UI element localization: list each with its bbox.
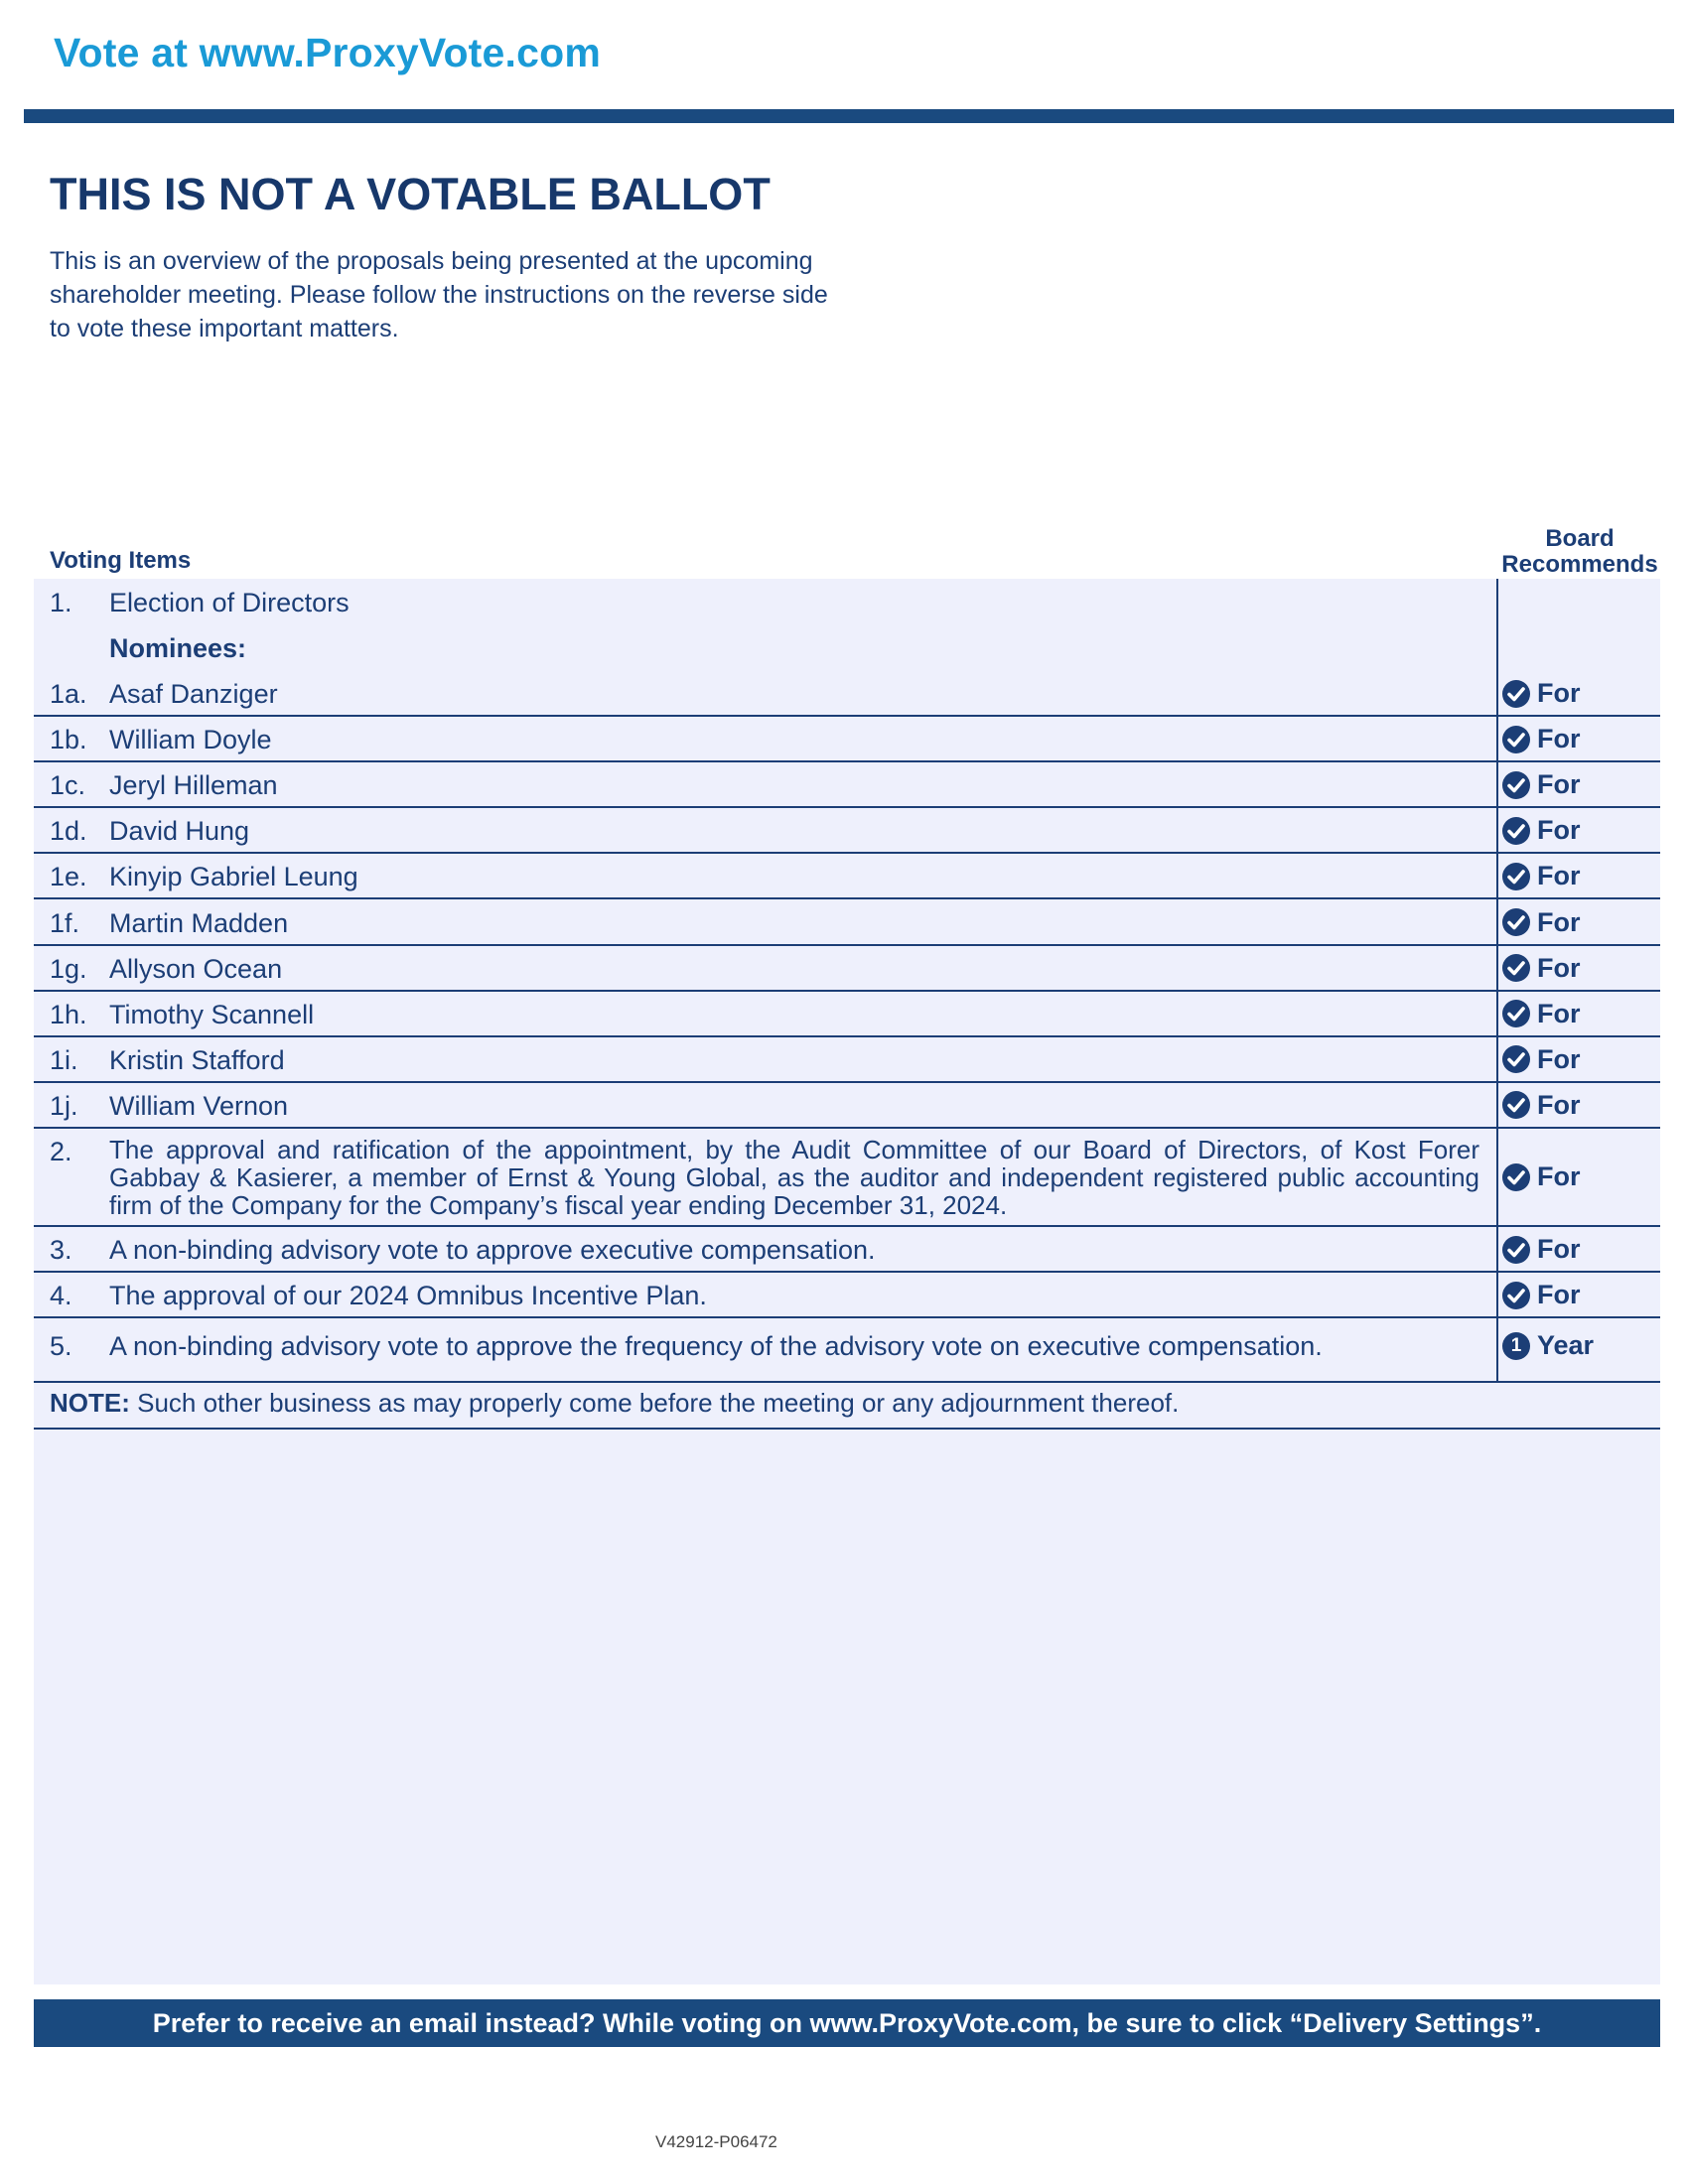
check-circle-icon — [1501, 770, 1531, 800]
board-recommendation — [1501, 1330, 1594, 1361]
voting-item-1 — [34, 580, 1660, 625]
board-recommendation — [1501, 953, 1581, 984]
item-number: 4. — [50, 1281, 72, 1310]
item-text: Election of Directors — [109, 588, 350, 617]
number-circle-icon — [1501, 1331, 1531, 1361]
board-recommendation — [1501, 1044, 1581, 1075]
recommendation-label: For — [1537, 1089, 1581, 1120]
item-text: A non-binding advisory vote to approve executive compensation. — [109, 1235, 876, 1265]
nominee-row — [34, 946, 1660, 992]
delivery-settings-banner: Prefer to receive an email instead? While voting on www.ProxyVote.com, be sure to click “Delivery Settings”. — [34, 1999, 1660, 2047]
check-circle-icon — [1501, 1281, 1531, 1310]
board-recommendation — [1501, 1234, 1581, 1265]
board-recommends-header — [1495, 526, 1664, 578]
nominee-row — [34, 900, 1660, 946]
nominee-number: 1g. — [50, 953, 87, 984]
check-circle-icon — [1501, 953, 1531, 983]
nominee-row — [34, 808, 1660, 854]
recommendation-label: For — [1537, 769, 1581, 800]
board-recommends-line1: Board — [1545, 525, 1615, 552]
ballot-heading: THIS IS NOT A VOTABLE BALLOT — [50, 169, 771, 219]
nominee-row — [34, 671, 1660, 717]
nominee-number: 1j. — [50, 1090, 78, 1121]
item-number: 3. — [50, 1235, 72, 1265]
row-divider — [34, 1381, 1660, 1383]
board-recommendation — [1501, 724, 1581, 754]
board-recommendation — [1501, 861, 1581, 891]
board-recommendation — [1501, 678, 1581, 709]
nominee-row — [34, 854, 1660, 899]
check-circle-icon — [1501, 907, 1531, 937]
nominee-row — [34, 1037, 1660, 1083]
nominee-name: Timothy Scannell — [109, 999, 315, 1029]
recommendation-label: Year — [1537, 1330, 1595, 1360]
voting-item-4 — [34, 1273, 1660, 1318]
nominee-name: William Vernon — [109, 1090, 289, 1121]
item-text: The approval and ratification of the appointment, by the Audit Committee of our Board of Directors, of Kost Forer Gabbay & Kasierer, a member of Ernst & Young Global, as the auditor and independent registered public accounting firm of the Company for the Company’s fiscal year ending December 31, 2024. — [109, 1135, 1479, 1220]
recommendation-label: For — [1537, 724, 1581, 754]
voting-item-2 — [34, 1129, 1660, 1227]
recommendation-label: For — [1537, 1043, 1581, 1074]
recommendation-label: For — [1537, 1161, 1581, 1191]
note-text — [50, 1388, 1179, 1419]
item-number: 2. — [50, 1137, 72, 1166]
nominee-name: Asaf Danziger — [109, 679, 278, 709]
board-recommendation — [1501, 815, 1581, 846]
check-circle-icon — [1501, 725, 1531, 754]
board-recommends-line2: Recommends — [1501, 551, 1658, 578]
nominee-number: 1a. — [50, 679, 87, 709]
nominee-name: David Hung — [109, 816, 250, 847]
check-circle-icon — [1501, 999, 1531, 1028]
board-recommendation — [1501, 999, 1581, 1029]
recommendation-label: For — [1537, 906, 1581, 937]
board-recommendation — [1501, 907, 1581, 938]
header-divider — [24, 109, 1674, 123]
nominee-row — [34, 717, 1660, 762]
check-circle-icon — [1501, 1044, 1531, 1074]
board-recommendation — [1501, 1090, 1581, 1121]
recommendation-label: For — [1537, 678, 1581, 708]
check-circle-icon — [1501, 862, 1531, 891]
nominee-name: Allyson Ocean — [109, 953, 283, 984]
check-circle-icon — [1501, 1235, 1531, 1265]
board-recommendation — [1501, 1280, 1581, 1310]
document-code: V42912-P06472 — [655, 2132, 777, 2151]
frequency-badge-number: 1 — [1510, 1334, 1522, 1356]
nominee-number: 1e. — [50, 862, 87, 892]
note-body: Such other business as may properly come before the meeting or any adjournment thereof. — [129, 1388, 1180, 1418]
check-circle-icon — [1501, 679, 1531, 709]
item-text: The approval of our 2024 Omnibus Incentive Plan. — [109, 1281, 707, 1310]
item-number: 5. — [50, 1331, 72, 1361]
nominee-number: 1f. — [50, 907, 80, 938]
site-title[interactable]: Vote at www.ProxyVote.com — [54, 30, 602, 75]
nominee-number: 1b. — [50, 725, 87, 755]
nominee-row — [34, 762, 1660, 808]
nominee-name: Jeryl Hilleman — [109, 770, 278, 801]
check-circle-icon — [1501, 816, 1531, 846]
recommendation-label: For — [1537, 815, 1581, 846]
check-circle-icon — [1501, 1162, 1531, 1192]
voting-items-header: Voting Items — [50, 547, 192, 574]
board-recommendation — [1501, 1161, 1581, 1192]
nominee-name: Kristin Stafford — [109, 1044, 285, 1075]
nominees-label: Nominees: — [109, 633, 247, 663]
nominee-number: 1h. — [50, 999, 87, 1029]
item-number: 1. — [50, 588, 72, 617]
nominee-name: William Doyle — [109, 725, 272, 755]
nominee-row — [34, 1083, 1660, 1129]
voting-item-3 — [34, 1227, 1660, 1273]
nominees-label-row — [34, 625, 1660, 671]
nominee-number: 1d. — [50, 816, 87, 847]
nominee-name: Martin Madden — [109, 907, 289, 938]
nominee-name: Kinyip Gabriel Leung — [109, 862, 358, 892]
board-recommendation — [1501, 769, 1581, 800]
nominee-number: 1i. — [50, 1044, 78, 1075]
nominee-row — [34, 992, 1660, 1037]
voting-item-5 — [34, 1318, 1660, 1383]
recommendation-label: For — [1537, 1234, 1581, 1264]
note-label: NOTE: — [50, 1388, 130, 1418]
recommendation-label: For — [1537, 998, 1581, 1028]
intro-text: This is an overview of the proposals being presented at the upcoming shareholder meeting. Please follow the instructions on the reverse side to vote these important matters. — [50, 247, 828, 342]
recommendation-label: For — [1537, 861, 1581, 891]
item-text: A non-binding advisory vote to approve the frequency of the advisory vote on executive compensation. — [109, 1331, 1323, 1361]
nominee-number: 1c. — [50, 770, 86, 801]
note-divider — [34, 1428, 1660, 1430]
check-circle-icon — [1501, 1090, 1531, 1120]
recommendation-label: For — [1537, 1280, 1581, 1309]
recommendation-label: For — [1537, 952, 1581, 983]
